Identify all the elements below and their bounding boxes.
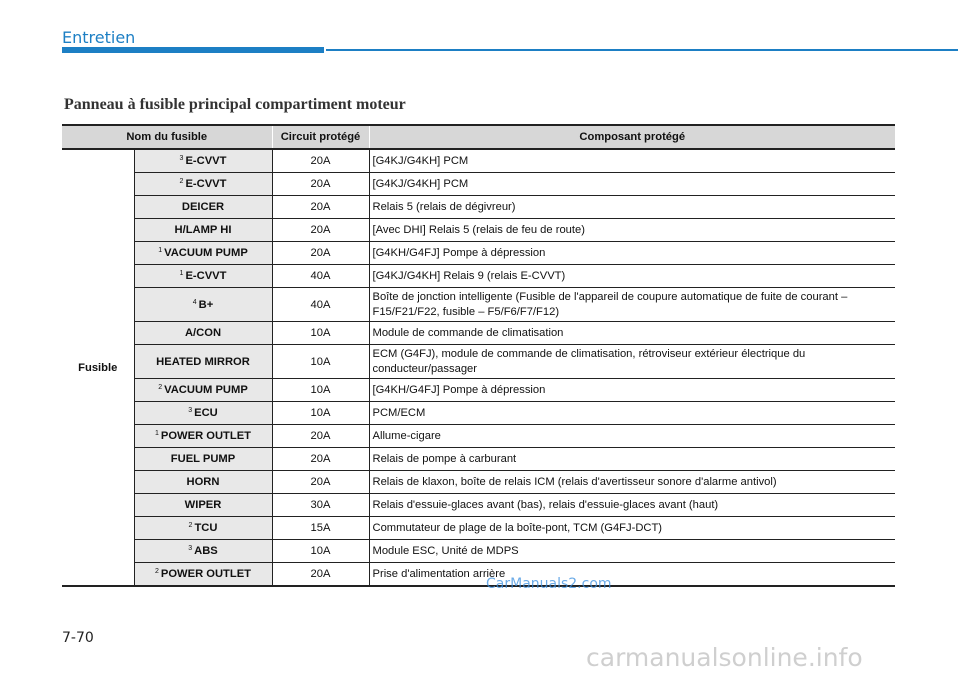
protected-component: Allume-cigare [369, 425, 895, 448]
page-number: 7-70 [62, 630, 94, 646]
group-label: Fusible [62, 149, 134, 586]
fuse-name-cell [134, 494, 272, 517]
fuse-variant-mark: 2 [158, 384, 163, 391]
fuse-variant-mark: 2 [188, 522, 193, 529]
fuse-name: DEICER [181, 201, 225, 213]
fuse-name-cell [134, 540, 272, 563]
fuse-table [62, 124, 895, 587]
fuse-rating: 20A [272, 219, 369, 242]
fuse-rating: 30A [272, 494, 369, 517]
page-title: Panneau à fusible principal compartiment moteur [64, 96, 406, 113]
fuse-variant-mark: 4 [192, 298, 197, 306]
table-row [62, 219, 895, 242]
protected-component: Relais de klaxon, boîte de relais ICM (relais d'avertisseur sonore d'alarme antivol) [369, 471, 895, 494]
protected-component: Relais de pompe à carburant [369, 448, 895, 471]
watermark-footer-text: carmanualsonline.info [586, 643, 863, 672]
table-row [62, 149, 895, 173]
fuse-variant-mark: 3 [188, 545, 193, 552]
fuse-name-cell [134, 288, 272, 322]
watermark-text: CarManuals2.com [486, 576, 612, 592]
fuse-rating: 20A [272, 448, 369, 471]
fuse-name: E-CVVT [185, 155, 227, 167]
table-row [62, 402, 895, 425]
header-rule [326, 49, 958, 51]
protected-component: [G4KH/G4FJ] Pompe à dépression [369, 379, 895, 402]
fuse-name: POWER OUTLET [160, 568, 252, 580]
header-accent-bar [62, 47, 324, 53]
fuse-rating: 10A [272, 402, 369, 425]
table-row [62, 379, 895, 402]
fuse-name-cell [134, 149, 272, 173]
fuse-name: POWER OUTLET [160, 430, 252, 442]
protected-component: Relais 5 (relais de dégivreur) [369, 196, 895, 219]
fuse-rating: 10A [272, 379, 369, 402]
table-row [62, 540, 895, 563]
fuse-rating: 40A [272, 288, 369, 322]
fuse-rating: 20A [272, 196, 369, 219]
protected-component: Module ESC, Unité de MDPS [369, 540, 895, 563]
table-row [62, 322, 895, 345]
protected-component: [G4KJ/G4KH] PCM [369, 149, 895, 173]
table-row [62, 563, 895, 587]
fuse-rating: 20A [272, 425, 369, 448]
fuse-name-cell [134, 242, 272, 265]
section-title: Entretien [62, 28, 136, 47]
protected-component: Commutateur de plage de la boîte-pont, TCM (G4FJ-DCT) [369, 517, 895, 540]
fuse-name: VACUUM PUMP [164, 247, 248, 259]
fuse-rating: 15A [272, 517, 369, 540]
fuse-name-cell [134, 196, 272, 219]
fuse-name: ABS [194, 545, 218, 557]
table-row [62, 425, 895, 448]
protected-component: ECM (G4FJ), module de commande de climatisation, rétroviseur extérieur électrique du conducteur/passager [369, 345, 895, 379]
fuse-variant-mark: 1 [158, 247, 163, 254]
table-row [62, 265, 895, 288]
fuse-variant-mark: 2 [179, 178, 184, 185]
fuse-variant-mark: 1 [154, 430, 159, 437]
fuse-name: E-CVVT [185, 270, 227, 282]
fuse-name-cell [134, 219, 272, 242]
fuse-name-cell [134, 425, 272, 448]
table-row [62, 345, 895, 379]
fuse-name-cell [134, 379, 272, 402]
protected-component: [G4KJ/G4KH] PCM [369, 173, 895, 196]
fuse-name: ECU [194, 407, 218, 419]
fuse-name: B+ [198, 298, 214, 311]
fuse-name-cell [134, 563, 272, 587]
table-row [62, 494, 895, 517]
fuse-rating: 20A [272, 149, 369, 173]
table-row [62, 173, 895, 196]
protected-component: Module de commande de climatisation [369, 322, 895, 345]
table-row [62, 448, 895, 471]
protected-component: [G4KH/G4FJ] Pompe à dépression [369, 242, 895, 265]
fuse-name: HEATED MIRROR [156, 355, 250, 368]
table-row [62, 471, 895, 494]
fuse-rating: 10A [272, 345, 369, 379]
fuse-rating: 40A [272, 265, 369, 288]
table-header-row [62, 125, 895, 149]
fuse-name-cell [134, 345, 272, 379]
fuse-name-cell [134, 322, 272, 345]
column-header-circuit: Circuit protégé [272, 125, 369, 149]
fuse-variant-mark: 3 [179, 155, 184, 162]
column-header-component: Composant protégé [369, 125, 895, 149]
fuse-name-cell [134, 471, 272, 494]
fuse-name-cell [134, 448, 272, 471]
fuse-name-cell [134, 402, 272, 425]
fuse-name: E-CVVT [185, 178, 227, 190]
fuse-name-cell [134, 517, 272, 540]
fuse-rating: 20A [272, 173, 369, 196]
protected-component: Relais d'essuie-glaces avant (bas), relais d'essuie-glaces avant (haut) [369, 494, 895, 517]
fuse-name: FUEL PUMP [170, 453, 236, 465]
fuse-name: HORN [186, 476, 220, 488]
fuse-rating: 10A [272, 540, 369, 563]
fuse-rating: 20A [272, 471, 369, 494]
protected-component: Prise d'alimentation arrière [369, 563, 895, 587]
fuse-variant-mark: 1 [179, 270, 184, 277]
fuse-name: VACUUM PUMP [164, 384, 248, 396]
fuse-rating: 20A [272, 563, 369, 587]
column-header-fuse-name: Nom du fusible [62, 125, 272, 149]
fuse-name-cell [134, 173, 272, 196]
fuse-name: TCU [194, 522, 218, 534]
table-row [62, 517, 895, 540]
fuse-variant-mark: 2 [154, 568, 159, 575]
table-row [62, 242, 895, 265]
fuse-rating: 20A [272, 242, 369, 265]
protected-component: [Avec DHI] Relais 5 (relais de feu de route) [369, 219, 895, 242]
fuse-name: WIPER [184, 499, 222, 511]
table-row [62, 288, 895, 322]
protected-component: PCM/ECM [369, 402, 895, 425]
table-row [62, 196, 895, 219]
fuse-name-cell [134, 265, 272, 288]
fuse-name: A/CON [184, 327, 222, 339]
fuse-variant-mark: 3 [188, 407, 193, 414]
fuse-table-body [62, 149, 895, 586]
protected-component: Boîte de jonction intelligente (Fusible de l'appareil de coupure automatique de fuite de courant – F15/F21/F22, fusible – F5/F6/F7/F12) [369, 288, 895, 322]
protected-component: [G4KJ/G4KH] Relais 9 (relais E-CVVT) [369, 265, 895, 288]
fuse-name: H/LAMP HI [174, 224, 232, 236]
fuse-rating: 10A [272, 322, 369, 345]
